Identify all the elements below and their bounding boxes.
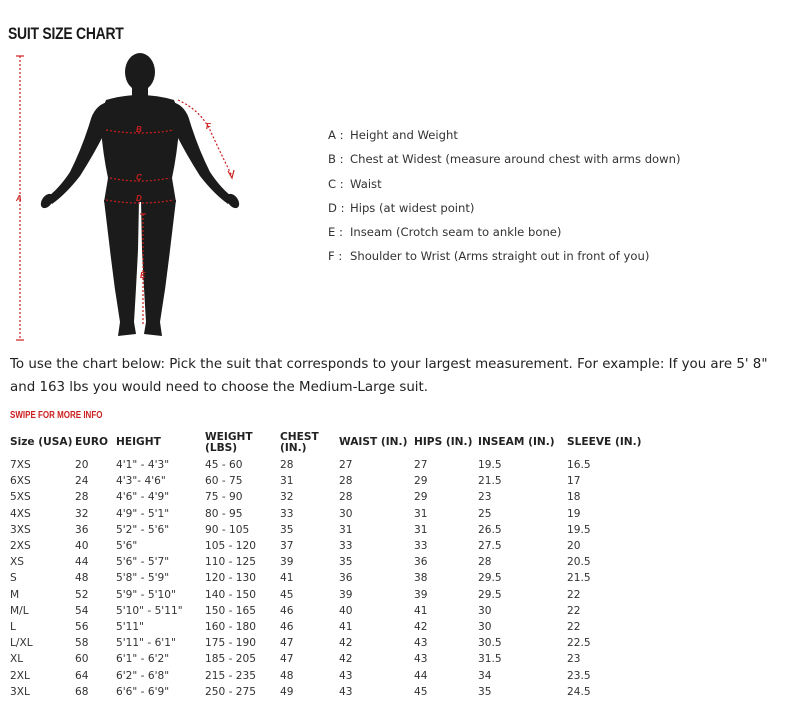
table-row [10, 506, 647, 522]
table-cell: 22 [567, 620, 581, 633]
table-cell: 105 - 120 [205, 540, 256, 553]
legend-key: A : [328, 128, 344, 142]
table-cell: 7XS [10, 459, 31, 472]
column-header: CHEST (IN.) [280, 430, 319, 454]
table-row [10, 619, 647, 635]
table-cell: 23 [567, 653, 581, 666]
table-row [10, 538, 647, 554]
table-cell: 30 [478, 620, 492, 633]
measure-label-a: A [16, 194, 22, 203]
table-cell: 31 [339, 523, 353, 536]
table-cell: 52 [75, 588, 89, 601]
table-cell: 43 [339, 669, 353, 682]
column-header: SLEEVE (IN.) [567, 436, 642, 448]
table-cell: 47 [280, 653, 294, 666]
table-cell: 35 [280, 523, 294, 536]
table-cell: 160 - 180 [205, 620, 256, 633]
table-cell: 75 - 90 [205, 491, 243, 504]
table-cell: 27.5 [478, 540, 502, 553]
measurement-legend [328, 125, 681, 271]
table-cell: 30.5 [478, 637, 502, 650]
legend-key: F : [328, 249, 343, 264]
table-cell: 31 [414, 507, 428, 520]
legend-key: D : [328, 200, 345, 215]
table-cell: 43 [339, 685, 353, 698]
legend-key: E : [328, 225, 343, 240]
table-cell: 110 - 125 [205, 556, 256, 569]
table-cell: 39 [339, 588, 353, 601]
measure-label-d: D [136, 194, 142, 203]
table-cell: 38 [414, 572, 428, 585]
legend-text: Inseam (Crotch seam to ankle bone) [350, 225, 562, 240]
measure-label-e: E [140, 271, 146, 280]
table-cell: 4'6" - 4'9" [116, 491, 170, 504]
table-cell: 90 - 105 [205, 523, 250, 536]
table-cell: 150 - 165 [205, 604, 256, 617]
table-cell: 28 [75, 491, 89, 504]
table-cell: 19 [567, 507, 581, 520]
table-cell: 29.5 [478, 572, 502, 585]
size-table[interactable] [10, 428, 647, 700]
table-cell: 31 [414, 523, 428, 536]
table-cell: 140 - 150 [205, 588, 256, 601]
table-cell: 24.5 [567, 685, 591, 698]
table-row [10, 522, 647, 538]
table-cell: 36 [414, 556, 428, 569]
table-cell: 35 [339, 556, 353, 569]
table-header-row [10, 428, 647, 457]
table-cell: 22 [567, 604, 581, 617]
table-cell: 28 [339, 475, 353, 488]
table-cell: 60 - 75 [205, 475, 243, 488]
column-header: INSEAM (IN.) [478, 436, 555, 448]
table-cell: 39 [280, 556, 294, 569]
table-cell: 32 [280, 491, 294, 504]
table-row [10, 570, 647, 586]
table-cell: 42 [339, 637, 353, 650]
table-cell: 27 [414, 459, 428, 472]
table-cell: 4'9" - 5'1" [116, 507, 170, 520]
table-cell: 80 - 95 [205, 507, 243, 520]
table-cell: 26.5 [478, 523, 502, 536]
table-cell: 21.5 [567, 572, 591, 585]
table-cell: 42 [339, 653, 353, 666]
legend-item [328, 125, 681, 149]
legend-item [328, 149, 681, 173]
table-cell: 6XS [10, 475, 31, 488]
table-cell: XL [10, 653, 24, 666]
table-cell: 48 [280, 669, 294, 682]
table-cell: 32 [75, 507, 89, 520]
table-cell: 29 [414, 475, 428, 488]
column-header: Size (USA) [10, 436, 73, 448]
table-cell: 43 [414, 637, 428, 650]
legend-key: B : [328, 152, 344, 167]
table-cell: 5'11" - 6'1" [116, 637, 176, 650]
table-cell: 185 - 205 [205, 653, 256, 666]
page-title: SUIT SIZE CHART [8, 24, 124, 43]
legend-item [328, 198, 681, 222]
legend-item [328, 174, 681, 198]
table-row [10, 473, 647, 489]
table-cell: 20 [567, 540, 581, 553]
table-cell: 22.5 [567, 637, 591, 650]
table-cell: 36 [339, 572, 353, 585]
table-cell: 40 [75, 540, 89, 553]
table-cell: 23 [478, 491, 492, 504]
legend-text: Hips (at widest point) [350, 200, 475, 215]
table-cell: 20.5 [567, 556, 591, 569]
table-cell: 5'6" - 5'7" [116, 556, 170, 569]
table-cell: 24 [75, 475, 89, 488]
measure-label-c: C [136, 173, 142, 182]
table-cell: 42 [414, 620, 428, 633]
table-cell: 6'6" - 6'9" [116, 685, 170, 698]
legend-text: Chest at Widest (measure around chest with arms down) [350, 152, 681, 167]
table-cell: 30 [478, 604, 492, 617]
table-row [10, 457, 647, 473]
table-row [10, 635, 647, 651]
table-cell: 35 [478, 685, 492, 698]
measure-label-b: B [136, 125, 142, 134]
table-cell: 58 [75, 637, 89, 650]
table-cell: 17 [567, 475, 581, 488]
table-cell: 46 [280, 604, 294, 617]
table-cell: L/XL [10, 637, 33, 650]
table-cell: 41 [280, 572, 294, 585]
table-cell: 56 [75, 620, 89, 633]
table-cell: 19.5 [567, 523, 591, 536]
column-header: WEIGHT (LBS) [205, 430, 253, 454]
table-cell: 215 - 235 [205, 669, 256, 682]
table-cell: 48 [75, 572, 89, 585]
table-cell: 37 [280, 540, 294, 553]
table-cell: 6'2" - 6'8" [116, 669, 170, 682]
legend-text: Waist [350, 176, 382, 191]
table-cell: 4XS [10, 507, 31, 520]
table-row [10, 667, 647, 683]
table-row [10, 554, 647, 570]
table-cell: 31.5 [478, 653, 502, 666]
table-cell: 27 [339, 459, 353, 472]
table-cell: 22 [567, 588, 581, 601]
table-cell: L [10, 620, 16, 633]
table-row [10, 684, 647, 700]
table-cell: 28 [280, 459, 294, 472]
table-cell: 31 [280, 475, 294, 488]
table-cell: 5'10" - 5'11" [116, 604, 183, 617]
table-body [10, 457, 647, 700]
table-cell: 41 [339, 620, 353, 633]
table-cell: 5'2" - 5'6" [116, 523, 170, 536]
table-cell: 41 [414, 604, 428, 617]
table-cell: 16.5 [567, 459, 591, 472]
table-cell: 28 [339, 491, 353, 504]
table-cell: 54 [75, 604, 89, 617]
column-header: WAIST (IN.) [339, 436, 408, 448]
body-measurement-figure [10, 50, 250, 346]
legend-item [328, 246, 681, 270]
column-header: HIPS (IN.) [414, 436, 473, 448]
table-row [10, 651, 647, 667]
table-cell: 36 [75, 523, 89, 536]
column-header: EURO [75, 436, 109, 448]
table-cell: 175 - 190 [205, 637, 256, 650]
table-cell: 3XS [10, 523, 31, 536]
table-cell: 49 [280, 685, 294, 698]
table-cell: 60 [75, 653, 89, 666]
table-cell: 120 - 130 [205, 572, 256, 585]
table-cell: 33 [339, 540, 353, 553]
legend-key: C : [328, 176, 344, 191]
table-cell: 29 [414, 491, 428, 504]
table-cell: 19.5 [478, 459, 502, 472]
table-cell: 44 [75, 556, 89, 569]
table-cell: 25 [478, 507, 492, 520]
intro-paragraph: To use the chart below: Pick the suit that corresponds to your largest measurement. For example: If you are 5' 8" and 163 lbs you would need to choose the Medium-Large suit. [10, 357, 768, 395]
table-cell: 34 [478, 669, 492, 682]
table-cell: 6'1" - 6'2" [116, 653, 170, 666]
table-row [10, 587, 647, 603]
table-cell: 21.5 [478, 475, 502, 488]
table-cell: 18 [567, 491, 581, 504]
table-cell: 5'9" - 5'10" [116, 588, 176, 601]
table-cell: 2XS [10, 540, 31, 553]
column-header: HEIGHT [116, 436, 161, 448]
table-cell: 44 [414, 669, 428, 682]
table-cell: 3XL [10, 685, 30, 698]
table-cell: 33 [414, 540, 428, 553]
table-cell: S [10, 572, 17, 585]
table-cell: 40 [339, 604, 353, 617]
table-cell: 5'11" [116, 620, 145, 633]
table-cell: 20 [75, 459, 89, 472]
table-cell: 33 [280, 507, 294, 520]
table-cell: 29.5 [478, 588, 502, 601]
table-cell: XS [10, 556, 24, 569]
table-cell: 45 - 60 [205, 459, 243, 472]
legend-text: Height and Weight [350, 128, 458, 142]
table-cell: 43 [414, 653, 428, 666]
swipe-note: SWIPE FOR MORE INFO [10, 410, 103, 421]
table-row [10, 489, 647, 505]
table-cell: 39 [414, 588, 428, 601]
table-cell: 23.5 [567, 669, 591, 682]
table-cell: 5'8" - 5'9" [116, 572, 170, 585]
table-cell: 45 [280, 588, 294, 601]
legend-text: Shoulder to Wrist (Arms straight out in front of you) [350, 249, 650, 264]
legend-item [328, 222, 681, 246]
table-cell: 250 - 275 [205, 685, 256, 698]
table-cell: 30 [339, 507, 353, 520]
table-cell: 2XL [10, 669, 30, 682]
table-cell: 5'6" [116, 540, 138, 553]
table-cell: 64 [75, 669, 89, 682]
table-cell: 4'1" - 4'3" [116, 459, 170, 472]
table-cell: 4'3"- 4'6" [116, 475, 166, 488]
table-cell: 68 [75, 685, 89, 698]
table-cell: M/L [10, 604, 29, 617]
measure-label-f: F [206, 122, 211, 131]
table-cell: 46 [280, 620, 294, 633]
table-row [10, 603, 647, 619]
table-cell: M [10, 588, 20, 601]
table-cell: 47 [280, 637, 294, 650]
table-cell: 45 [414, 685, 428, 698]
table-cell: 28 [478, 556, 492, 569]
table-cell: 5XS [10, 491, 31, 504]
